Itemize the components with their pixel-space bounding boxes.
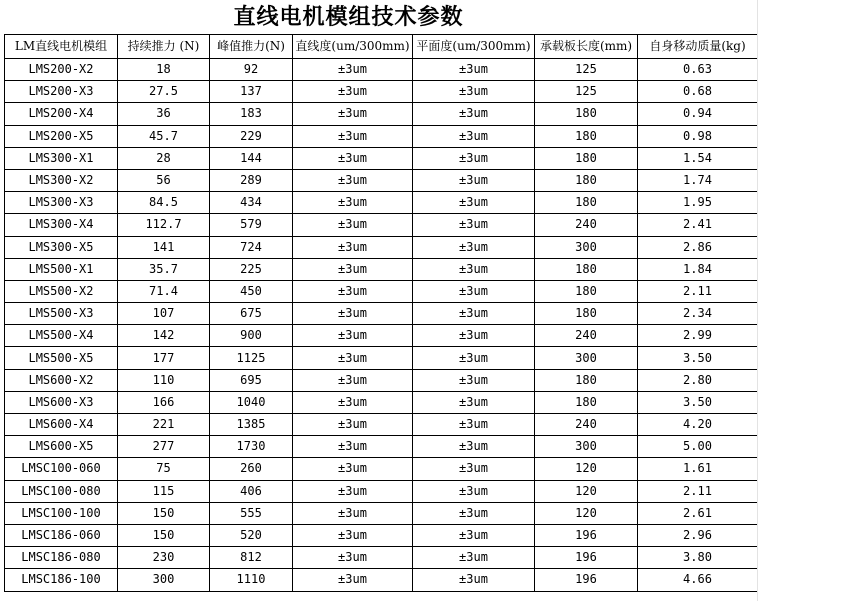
cell-flatness[interactable]: ±3um (413, 547, 535, 569)
cell-flatness[interactable]: ±3um (413, 502, 535, 524)
cell-peak-force[interactable]: 225 (210, 258, 293, 280)
sheet-gridline (757, 0, 758, 601)
table-row (5, 391, 758, 413)
cell-flatness[interactable]: ±3um (413, 458, 535, 480)
cell-continuous-force[interactable]: 28 (118, 147, 210, 169)
cell-model[interactable]: LMSC186-100 (5, 569, 118, 591)
cell-model[interactable]: LMSC100-100 (5, 502, 118, 524)
cell-continuous-force[interactable]: 56 (118, 169, 210, 191)
cell-peak-force[interactable]: 229 (210, 125, 293, 147)
cell-peak-force[interactable]: 450 (210, 280, 293, 302)
cell-carrier-length[interactable]: 180 (535, 369, 638, 391)
column-header-flatness[interactable]: 平面度(um/300mm) (413, 35, 535, 59)
cell-flatness[interactable]: ±3um (413, 125, 535, 147)
table-row (5, 103, 758, 125)
table-row (5, 81, 758, 103)
table-row (5, 569, 758, 591)
cell-moving-mass[interactable]: 0.98 (638, 125, 758, 147)
cell-moving-mass[interactable]: 3.50 (638, 347, 758, 369)
cell-moving-mass[interactable]: 5.00 (638, 436, 758, 458)
table-row (5, 192, 758, 214)
cell-peak-force[interactable]: 434 (210, 192, 293, 214)
table-row (5, 480, 758, 502)
cell-straightness[interactable]: ±3um (293, 59, 413, 81)
cell-carrier-length[interactable]: 180 (535, 169, 638, 191)
cell-flatness[interactable]: ±3um (413, 569, 535, 591)
cell-carrier-length[interactable]: 120 (535, 480, 638, 502)
cell-flatness[interactable]: ±3um (413, 325, 535, 347)
cell-peak-force[interactable]: 724 (210, 236, 293, 258)
cell-continuous-force[interactable]: 300 (118, 569, 210, 591)
cell-straightness[interactable]: ±3um (293, 436, 413, 458)
cell-straightness[interactable]: ±3um (293, 369, 413, 391)
table-row (5, 125, 758, 147)
cell-carrier-length[interactable]: 180 (535, 103, 638, 125)
table-row (5, 414, 758, 436)
cell-straightness[interactable]: ±3um (293, 192, 413, 214)
cell-continuous-force[interactable]: 71.4 (118, 280, 210, 302)
cell-model[interactable]: LMS500-X2 (5, 280, 118, 302)
cell-peak-force[interactable]: 579 (210, 214, 293, 236)
cell-straightness[interactable]: ±3um (293, 147, 413, 169)
table-row (5, 369, 758, 391)
cell-continuous-force[interactable]: 18 (118, 59, 210, 81)
cell-flatness[interactable]: ±3um (413, 192, 535, 214)
cell-straightness[interactable]: ±3um (293, 347, 413, 369)
cell-continuous-force[interactable]: 177 (118, 347, 210, 369)
cell-straightness[interactable]: ±3um (293, 103, 413, 125)
cell-moving-mass[interactable]: 2.41 (638, 214, 758, 236)
cell-continuous-force[interactable]: 110 (118, 369, 210, 391)
cell-carrier-length[interactable]: 120 (535, 458, 638, 480)
column-header-continuous-force[interactable]: 持续推力 (N) (118, 35, 210, 59)
sheet-title: 直线电机模组技术参数 (233, 5, 464, 30)
cell-flatness[interactable]: ±3um (413, 303, 535, 325)
cell-continuous-force[interactable]: 75 (118, 458, 210, 480)
cell-moving-mass[interactable]: 4.20 (638, 414, 758, 436)
cell-straightness[interactable]: ±3um (293, 391, 413, 413)
cell-model[interactable]: LMSC100-060 (5, 458, 118, 480)
column-header-carrier-length[interactable]: 承载板长度(mm) (535, 35, 638, 59)
cell-carrier-length[interactable]: 180 (535, 258, 638, 280)
cell-straightness[interactable]: ±3um (293, 303, 413, 325)
column-header-moving-mass[interactable]: 自身移动质量(kg) (638, 35, 758, 59)
cell-straightness[interactable]: ±3um (293, 236, 413, 258)
table-row (5, 347, 758, 369)
cell-carrier-length[interactable]: 125 (535, 81, 638, 103)
cell-moving-mass[interactable]: 0.94 (638, 103, 758, 125)
cell-model[interactable]: LMS200-X2 (5, 59, 118, 81)
cell-continuous-force[interactable]: 166 (118, 391, 210, 413)
cell-continuous-force[interactable]: 35.7 (118, 258, 210, 280)
cell-carrier-length[interactable]: 180 (535, 391, 638, 413)
cell-carrier-length[interactable]: 180 (535, 280, 638, 302)
cell-model[interactable]: LMS300-X1 (5, 147, 118, 169)
cell-flatness[interactable]: ±3um (413, 280, 535, 302)
cell-flatness[interactable]: ±3um (413, 214, 535, 236)
cell-flatness[interactable]: ±3um (413, 81, 535, 103)
cell-model[interactable]: LMSC100-080 (5, 480, 118, 502)
cell-continuous-force[interactable]: 115 (118, 480, 210, 502)
column-header-peak-force[interactable]: 峰值推力(N) (210, 35, 293, 59)
cell-carrier-length[interactable]: 180 (535, 125, 638, 147)
table-row (5, 147, 758, 169)
table-row (5, 303, 758, 325)
cell-straightness[interactable]: ±3um (293, 502, 413, 524)
cell-carrier-length[interactable]: 196 (535, 547, 638, 569)
cell-model[interactable]: LMS600-X5 (5, 436, 118, 458)
cell-peak-force[interactable]: 520 (210, 524, 293, 546)
cell-moving-mass[interactable]: 0.68 (638, 81, 758, 103)
cell-moving-mass[interactable]: 2.61 (638, 502, 758, 524)
cell-flatness[interactable]: ±3um (413, 524, 535, 546)
cell-straightness[interactable]: ±3um (293, 480, 413, 502)
cell-peak-force[interactable]: 900 (210, 325, 293, 347)
cell-model[interactable]: LMS200-X5 (5, 125, 118, 147)
cell-continuous-force[interactable]: 142 (118, 325, 210, 347)
cell-carrier-length[interactable]: 125 (535, 59, 638, 81)
cell-peak-force[interactable]: 183 (210, 103, 293, 125)
cell-straightness[interactable]: ±3um (293, 214, 413, 236)
cell-moving-mass[interactable]: 1.61 (638, 458, 758, 480)
cell-continuous-force[interactable]: 150 (118, 524, 210, 546)
cell-moving-mass[interactable]: 2.99 (638, 325, 758, 347)
cell-model[interactable]: LMS200-X3 (5, 81, 118, 103)
cell-straightness[interactable]: ±3um (293, 169, 413, 191)
parameters-table (4, 34, 758, 592)
cell-straightness[interactable]: ±3um (293, 547, 413, 569)
table-body (5, 59, 758, 592)
cell-carrier-length[interactable]: 240 (535, 414, 638, 436)
cell-carrier-length[interactable]: 120 (535, 502, 638, 524)
cell-moving-mass[interactable]: 2.86 (638, 236, 758, 258)
column-header-model[interactable]: LM直线电机模组 (5, 35, 118, 59)
table-row (5, 169, 758, 191)
cell-model[interactable]: LMS600-X3 (5, 391, 118, 413)
cell-model[interactable]: LMS300-X4 (5, 214, 118, 236)
cell-model[interactable]: LMSC186-080 (5, 547, 118, 569)
table-row (5, 502, 758, 524)
cell-straightness[interactable]: ±3um (293, 258, 413, 280)
cell-straightness[interactable]: ±3um (293, 458, 413, 480)
cell-continuous-force[interactable]: 112.7 (118, 214, 210, 236)
cell-flatness[interactable]: ±3um (413, 147, 535, 169)
cell-moving-mass[interactable]: 2.80 (638, 369, 758, 391)
cell-peak-force[interactable]: 1040 (210, 391, 293, 413)
cell-continuous-force[interactable]: 84.5 (118, 192, 210, 214)
cell-carrier-length[interactable]: 240 (535, 325, 638, 347)
cell-flatness[interactable]: ±3um (413, 59, 535, 81)
cell-model[interactable]: LMS500-X1 (5, 258, 118, 280)
cell-continuous-force[interactable]: 277 (118, 436, 210, 458)
cell-model[interactable]: LMS600-X4 (5, 414, 118, 436)
cell-moving-mass[interactable]: 1.95 (638, 192, 758, 214)
cell-peak-force[interactable]: 695 (210, 369, 293, 391)
table-row (5, 258, 758, 280)
cell-carrier-length[interactable]: 196 (535, 569, 638, 591)
header-row (5, 35, 758, 59)
cell-flatness[interactable]: ±3um (413, 258, 535, 280)
table-row (5, 547, 758, 569)
cell-straightness[interactable]: ±3um (293, 81, 413, 103)
cell-moving-mass[interactable]: 1.54 (638, 147, 758, 169)
table-row (5, 325, 758, 347)
cell-moving-mass[interactable]: 0.63 (638, 59, 758, 81)
cell-carrier-length[interactable]: 300 (535, 347, 638, 369)
cell-peak-force[interactable]: 1385 (210, 414, 293, 436)
cell-peak-force[interactable]: 260 (210, 458, 293, 480)
cell-moving-mass[interactable]: 3.80 (638, 547, 758, 569)
cell-carrier-length[interactable]: 240 (535, 214, 638, 236)
cell-model[interactable]: LMS600-X2 (5, 369, 118, 391)
cell-peak-force[interactable]: 144 (210, 147, 293, 169)
cell-model[interactable]: LMS200-X4 (5, 103, 118, 125)
cell-peak-force[interactable]: 406 (210, 480, 293, 502)
cell-continuous-force[interactable]: 27.5 (118, 81, 210, 103)
cell-peak-force[interactable]: 1730 (210, 436, 293, 458)
cell-moving-mass[interactable]: 2.11 (638, 280, 758, 302)
cell-continuous-force[interactable]: 45.7 (118, 125, 210, 147)
cell-continuous-force[interactable]: 150 (118, 502, 210, 524)
table-row (5, 436, 758, 458)
cell-carrier-length[interactable]: 180 (535, 147, 638, 169)
table-row (5, 59, 758, 81)
cell-peak-force[interactable]: 675 (210, 303, 293, 325)
table-row (5, 214, 758, 236)
cell-carrier-length[interactable]: 196 (535, 524, 638, 546)
cell-carrier-length[interactable]: 180 (535, 303, 638, 325)
cell-flatness[interactable]: ±3um (413, 414, 535, 436)
cell-flatness[interactable]: ±3um (413, 391, 535, 413)
cell-carrier-length[interactable]: 180 (535, 192, 638, 214)
cell-moving-mass[interactable]: 1.74 (638, 169, 758, 191)
cell-continuous-force[interactable]: 141 (118, 236, 210, 258)
cell-peak-force[interactable]: 1110 (210, 569, 293, 591)
cell-continuous-force[interactable]: 221 (118, 414, 210, 436)
table-row (5, 280, 758, 302)
cell-straightness[interactable]: ±3um (293, 280, 413, 302)
cell-model[interactable]: LMSC186-060 (5, 524, 118, 546)
cell-moving-mass[interactable]: 1.84 (638, 258, 758, 280)
column-header-straightness[interactable]: 直线度(um/300mm) (293, 35, 413, 59)
cell-flatness[interactable]: ±3um (413, 480, 535, 502)
cell-model[interactable]: LMS300-X5 (5, 236, 118, 258)
cell-moving-mass[interactable]: 2.11 (638, 480, 758, 502)
cell-straightness[interactable]: ±3um (293, 414, 413, 436)
cell-model[interactable]: LMS500-X4 (5, 325, 118, 347)
cell-model[interactable]: LMS500-X5 (5, 347, 118, 369)
cell-flatness[interactable]: ±3um (413, 103, 535, 125)
cell-flatness[interactable]: ±3um (413, 369, 535, 391)
cell-continuous-force[interactable]: 107 (118, 303, 210, 325)
cell-carrier-length[interactable]: 300 (535, 236, 638, 258)
cell-model[interactable]: LMS500-X3 (5, 303, 118, 325)
cell-peak-force[interactable]: 289 (210, 169, 293, 191)
cell-flatness[interactable]: ±3um (413, 436, 535, 458)
cell-peak-force[interactable]: 137 (210, 81, 293, 103)
cell-model[interactable]: LMS300-X2 (5, 169, 118, 191)
cell-peak-force[interactable]: 1125 (210, 347, 293, 369)
cell-moving-mass[interactable]: 3.50 (638, 391, 758, 413)
cell-moving-mass[interactable]: 2.96 (638, 524, 758, 546)
cell-flatness[interactable]: ±3um (413, 169, 535, 191)
cell-moving-mass[interactable]: 2.34 (638, 303, 758, 325)
cell-straightness[interactable]: ±3um (293, 125, 413, 147)
cell-peak-force[interactable]: 92 (210, 59, 293, 81)
cell-moving-mass[interactable]: 4.66 (638, 569, 758, 591)
cell-straightness[interactable]: ±3um (293, 569, 413, 591)
cell-straightness[interactable]: ±3um (293, 325, 413, 347)
cell-model[interactable]: LMS300-X3 (5, 192, 118, 214)
table-row (5, 524, 758, 546)
table-row (5, 458, 758, 480)
cell-carrier-length[interactable]: 300 (535, 436, 638, 458)
cell-continuous-force[interactable]: 36 (118, 103, 210, 125)
cell-peak-force[interactable]: 812 (210, 547, 293, 569)
cell-peak-force[interactable]: 555 (210, 502, 293, 524)
table-row (5, 236, 758, 258)
cell-flatness[interactable]: ±3um (413, 236, 535, 258)
cell-flatness[interactable]: ±3um (413, 347, 535, 369)
cell-straightness[interactable]: ±3um (293, 524, 413, 546)
cell-continuous-force[interactable]: 230 (118, 547, 210, 569)
